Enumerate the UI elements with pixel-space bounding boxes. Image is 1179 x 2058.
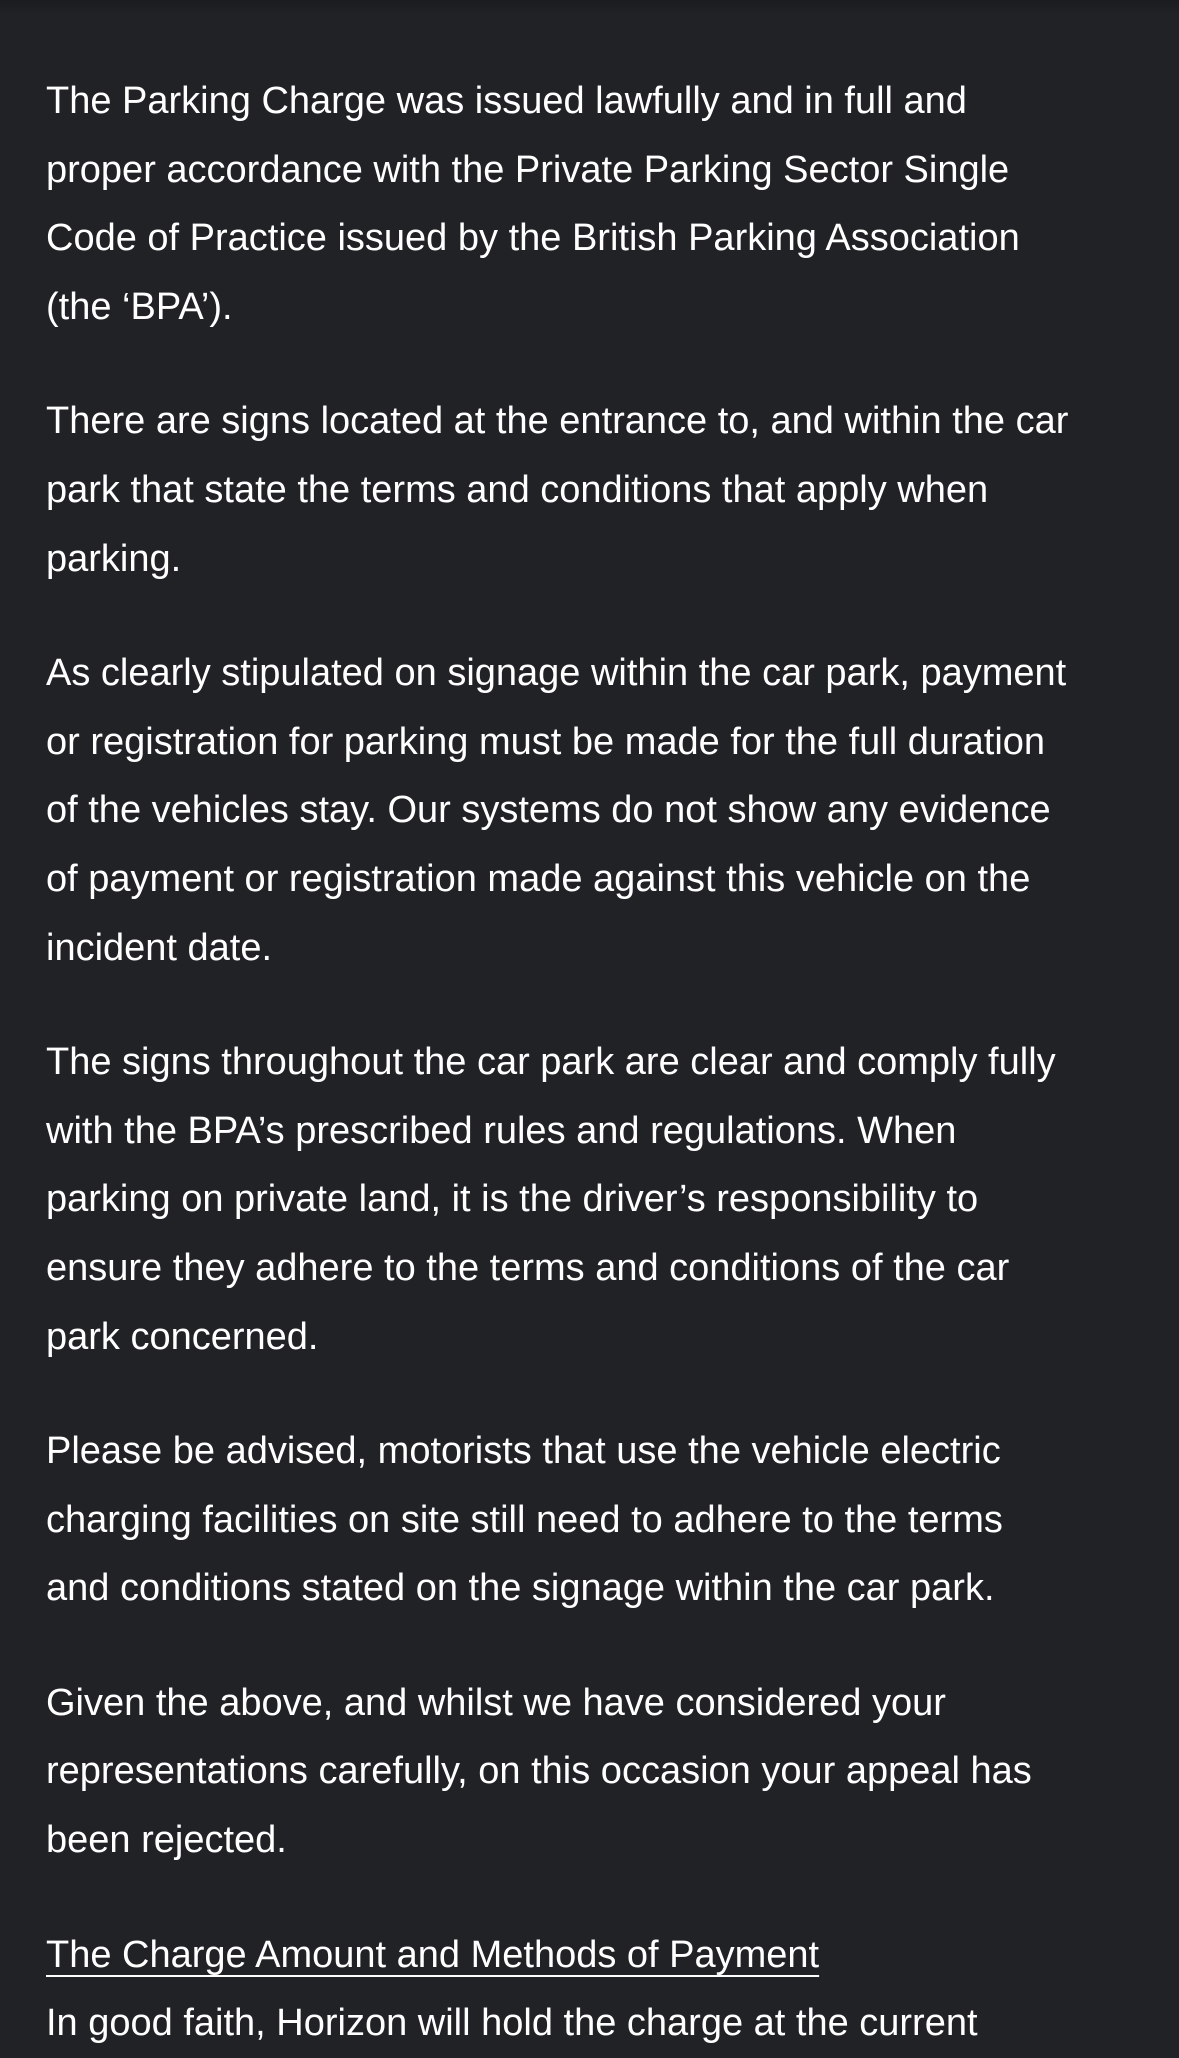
paragraph-good-faith: In good faith, Horizon will hold the charge at the current [46,2002,978,2045]
top-edge-shadow [0,0,1179,14]
paragraph-bpa-compliance: The Parking Charge was issued lawfully and in full and proper accordance with the Private Parking Sector Single Code of Practice issued by the British Parking Association (the ‘BPA’). [46,80,1020,328]
paragraph-signage-compliance: The signs throughout the car park are clear and comply fully with the BPA’s prescribed rules and regulations. When parking on private land, it is the driver’s responsibility to ensure they adhere to the terms and conditions of the car park concerned. [46,1041,1056,1358]
paragraph-ev-charging: Please be advised, motorists that use the vehicle electric charging facilities on site still need to adhere to the terms and conditions stated on the signage within the car park. [46,1430,1003,1610]
paragraph-appeal-rejected: Given the above, and whilst we have considered your representations carefully, on this occasion your appeal has been rejected. [46,1681,1032,1862]
section-heading-charge-amount: The Charge Amount and Methods of Payment [46,1933,820,1976]
email-message-text [46,67,1146,2058]
paragraph-signage-location: There are signs located at the entrance to, and within the car park that state the terms and conditions that apply when parking. [46,400,1069,580]
paragraph-payment-requirement: As clearly stipulated on signage within the car park, payment or registration for parking must be made for the full duration of the vehicles stay. Our systems do not show any evidence of payment or registration made against this vehicle on the incident date. [46,652,1067,969]
